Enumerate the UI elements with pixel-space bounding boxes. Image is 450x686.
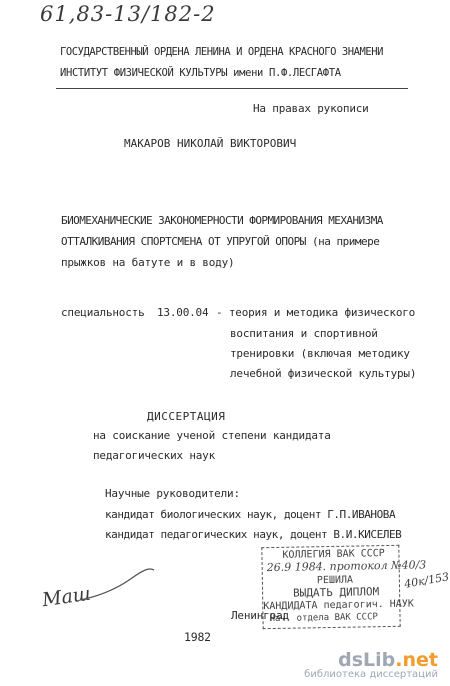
archive-code: 61,83-13/182-2	[40, 2, 216, 26]
signature-stroke	[78, 566, 158, 606]
title-line-3: прыжков на батуте и в воду)	[61, 256, 235, 269]
title-line-1: БИОМЕХАНИЧЕСКИЕ ЗАКОНОМЕРНОСТИ ФОРМИРОВАНИЯ МЕХАНИЗМА	[61, 214, 383, 227]
specialty-code: 13.00.04	[157, 306, 209, 319]
specialty-line-4: лечебной физической культуры)	[230, 367, 417, 380]
stamp-line-2: 26.9 1984. протокол №40/3	[266, 558, 427, 575]
dissertation-heading: ДИССЕРТАЦИЯ	[147, 410, 226, 423]
year: 1982	[184, 630, 211, 644]
stamp-line-4: ВЫДАТЬ ДИПЛОМ	[292, 585, 380, 600]
specialty-label: специальность	[61, 306, 145, 319]
stamp-line-6: Нач. отдела ВАК СССР	[269, 612, 378, 625]
specialty-line-3: тренировки (включая методику	[230, 347, 410, 360]
institution-line-1: ГОСУДАРСТВЕННЫЙ ОРДЕНА ЛЕНИНА И ОРДЕНА КРАСНОГО ЗНАМЕНИ	[60, 46, 383, 58]
dissertation-line-2: педагогических наук	[93, 449, 216, 462]
header-rule	[56, 88, 408, 89]
dslib-tagline: библиотека диссертаций	[304, 669, 438, 680]
dissertation-line-1: на соискание ученой степени кандидата	[93, 429, 331, 442]
specialty-line-1: - теория и методика физического	[216, 306, 416, 319]
stamp-line-5: КАНДИДАТА педагогич. НАУК	[263, 598, 414, 613]
stamp-side-note: 40к/153	[403, 570, 450, 591]
dslib-watermark	[304, 649, 438, 680]
stamp-line-1: КОЛЛЕГИЯ ВАК СССР	[282, 548, 385, 561]
supervisors-heading: Научные руководители:	[105, 487, 240, 500]
place: Ленинград	[231, 609, 289, 622]
institution-line-2: ИНСТИТУТ ФИЗИЧЕСКОЙ КУЛЬТУРЫ имени П.Ф.ЛЕСГАФТА	[60, 67, 341, 79]
signature: Маш	[40, 582, 93, 612]
rights-note: На правах рукописи	[253, 102, 369, 115]
specialty-line-2: воспитания и спортивной	[230, 327, 378, 340]
supervisor-2: кандидат педагогических наук, доцент В.И.КИСЕЛЕВ	[105, 528, 402, 541]
author-name: МАКАРОВ НИКОЛАЙ ВИКТОРОВИЧ	[124, 137, 297, 150]
supervisor-1: кандидат биологических наук, доцент Г.П.ИВАНОВА	[105, 508, 396, 521]
title-line-2: ОТТАЛКИВАНИЯ СПОРТСМЕНА ОТ УПРУГОЙ ОПОРЫ (на примере	[61, 235, 380, 248]
dslib-logo: dsLib.net	[338, 649, 438, 671]
stamp-line-3: РЕШИЛА	[316, 574, 354, 587]
